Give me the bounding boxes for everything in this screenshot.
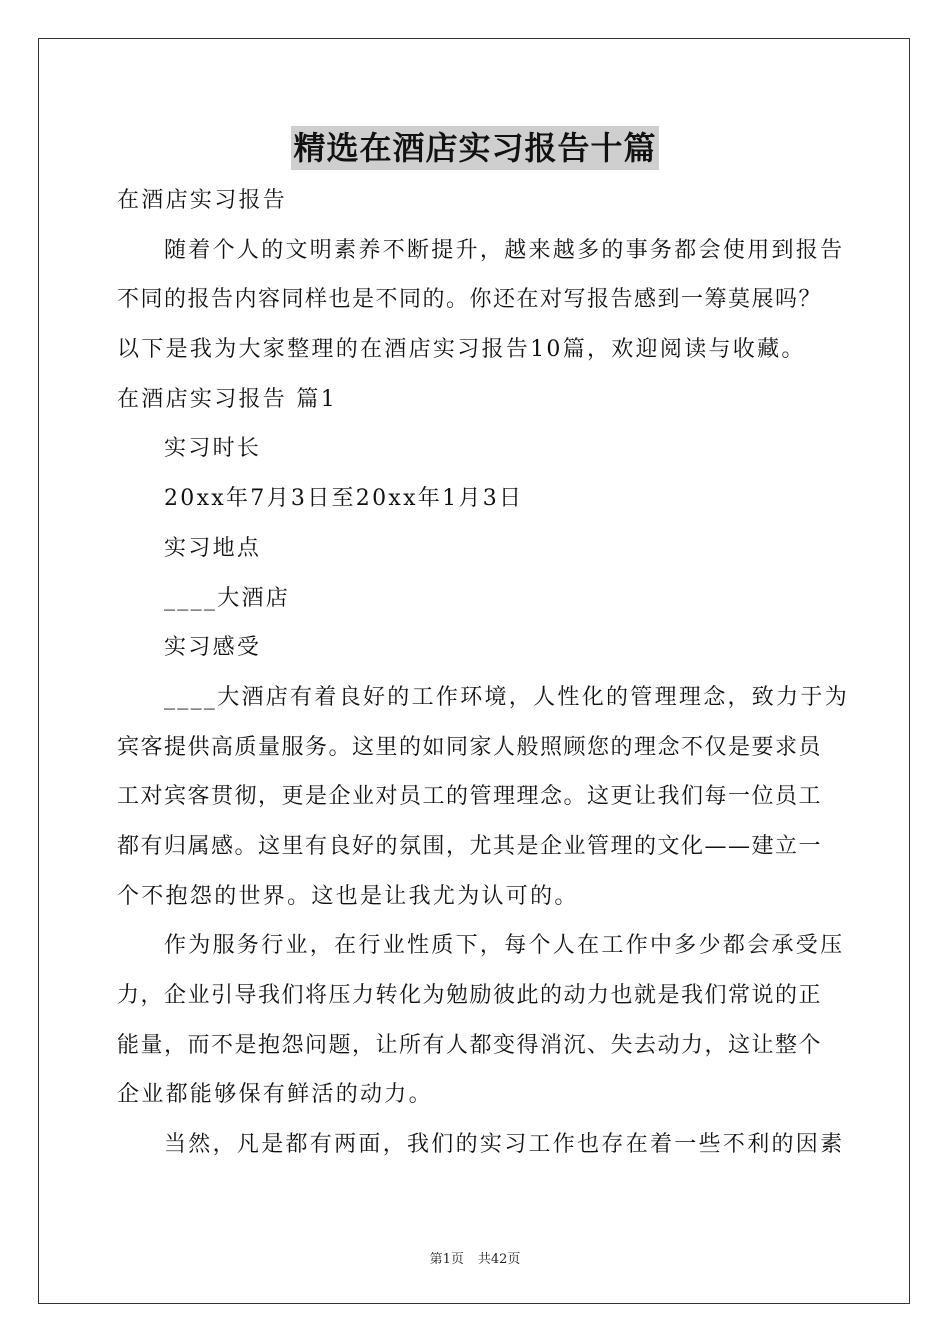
page-total: 共42页	[477, 1252, 521, 1267]
text-line: 在酒店实习报告	[117, 188, 288, 213]
page-number: 第1页	[429, 1252, 464, 1267]
document-title: 精选在酒店实习报告十篇	[291, 126, 658, 170]
text-line: 当然，凡是都有两面，我们的实习工作也存在着一些不利的因素	[164, 1132, 845, 1158]
document-body	[117, 176, 850, 1170]
text-line: 力，企业引导我们将压力转化为勉励彼此的动力也就是我们常说的正	[117, 983, 823, 1008]
text-line: 随着个人的文明素养不断提升，越来越多的事务都会使用到报告	[164, 237, 845, 263]
text-line: 实习感受	[164, 635, 262, 661]
text-line: 20xx年7月3日至20xx年1月3日	[164, 486, 524, 512]
page-footer	[0, 1248, 950, 1267]
text-line: 能量，而不是抱怨问题，让所有人都变得消沉、失去动力，这让整个	[117, 1032, 823, 1058]
text-line: 在酒店实习报告 篇1	[117, 386, 337, 412]
text-line: 作为服务行业，在行业性质下，每个人在工作中多少都会承受压	[164, 933, 845, 959]
text-line: 工对宾客贯彻，更是企业对员工的管理理念。这更让我们每一位员工	[117, 784, 823, 810]
text-line: ____大酒店	[164, 585, 291, 611]
text-line: 不同的报告内容同样也是不同的。你还在对写报告感到一筹莫展吗？	[117, 287, 823, 313]
text-line: 以下是我为大家整理的在酒店实习报告10篇，欢迎阅读与收藏。	[117, 337, 806, 363]
text-line: 都有归属感。这里有良好的氛围，尤其是企业管理的文化——建立一	[117, 833, 823, 859]
title-container	[0, 126, 950, 170]
text-line: 实习时长	[164, 436, 262, 462]
text-line: 宾客提供高质量服务。这里的如同家人般照顾您的理念不仅是要求员	[117, 734, 823, 760]
text-line: ____大酒店有着良好的工作环境，人性化的管理理念，致力于为	[164, 684, 850, 710]
text-line: 企业都能够保有鲜活的动力。	[117, 1082, 433, 1108]
text-line: 个不抱怨的世界。这也是让我尤为认可的。	[117, 883, 579, 909]
text-line: 实习地点	[164, 535, 262, 561]
